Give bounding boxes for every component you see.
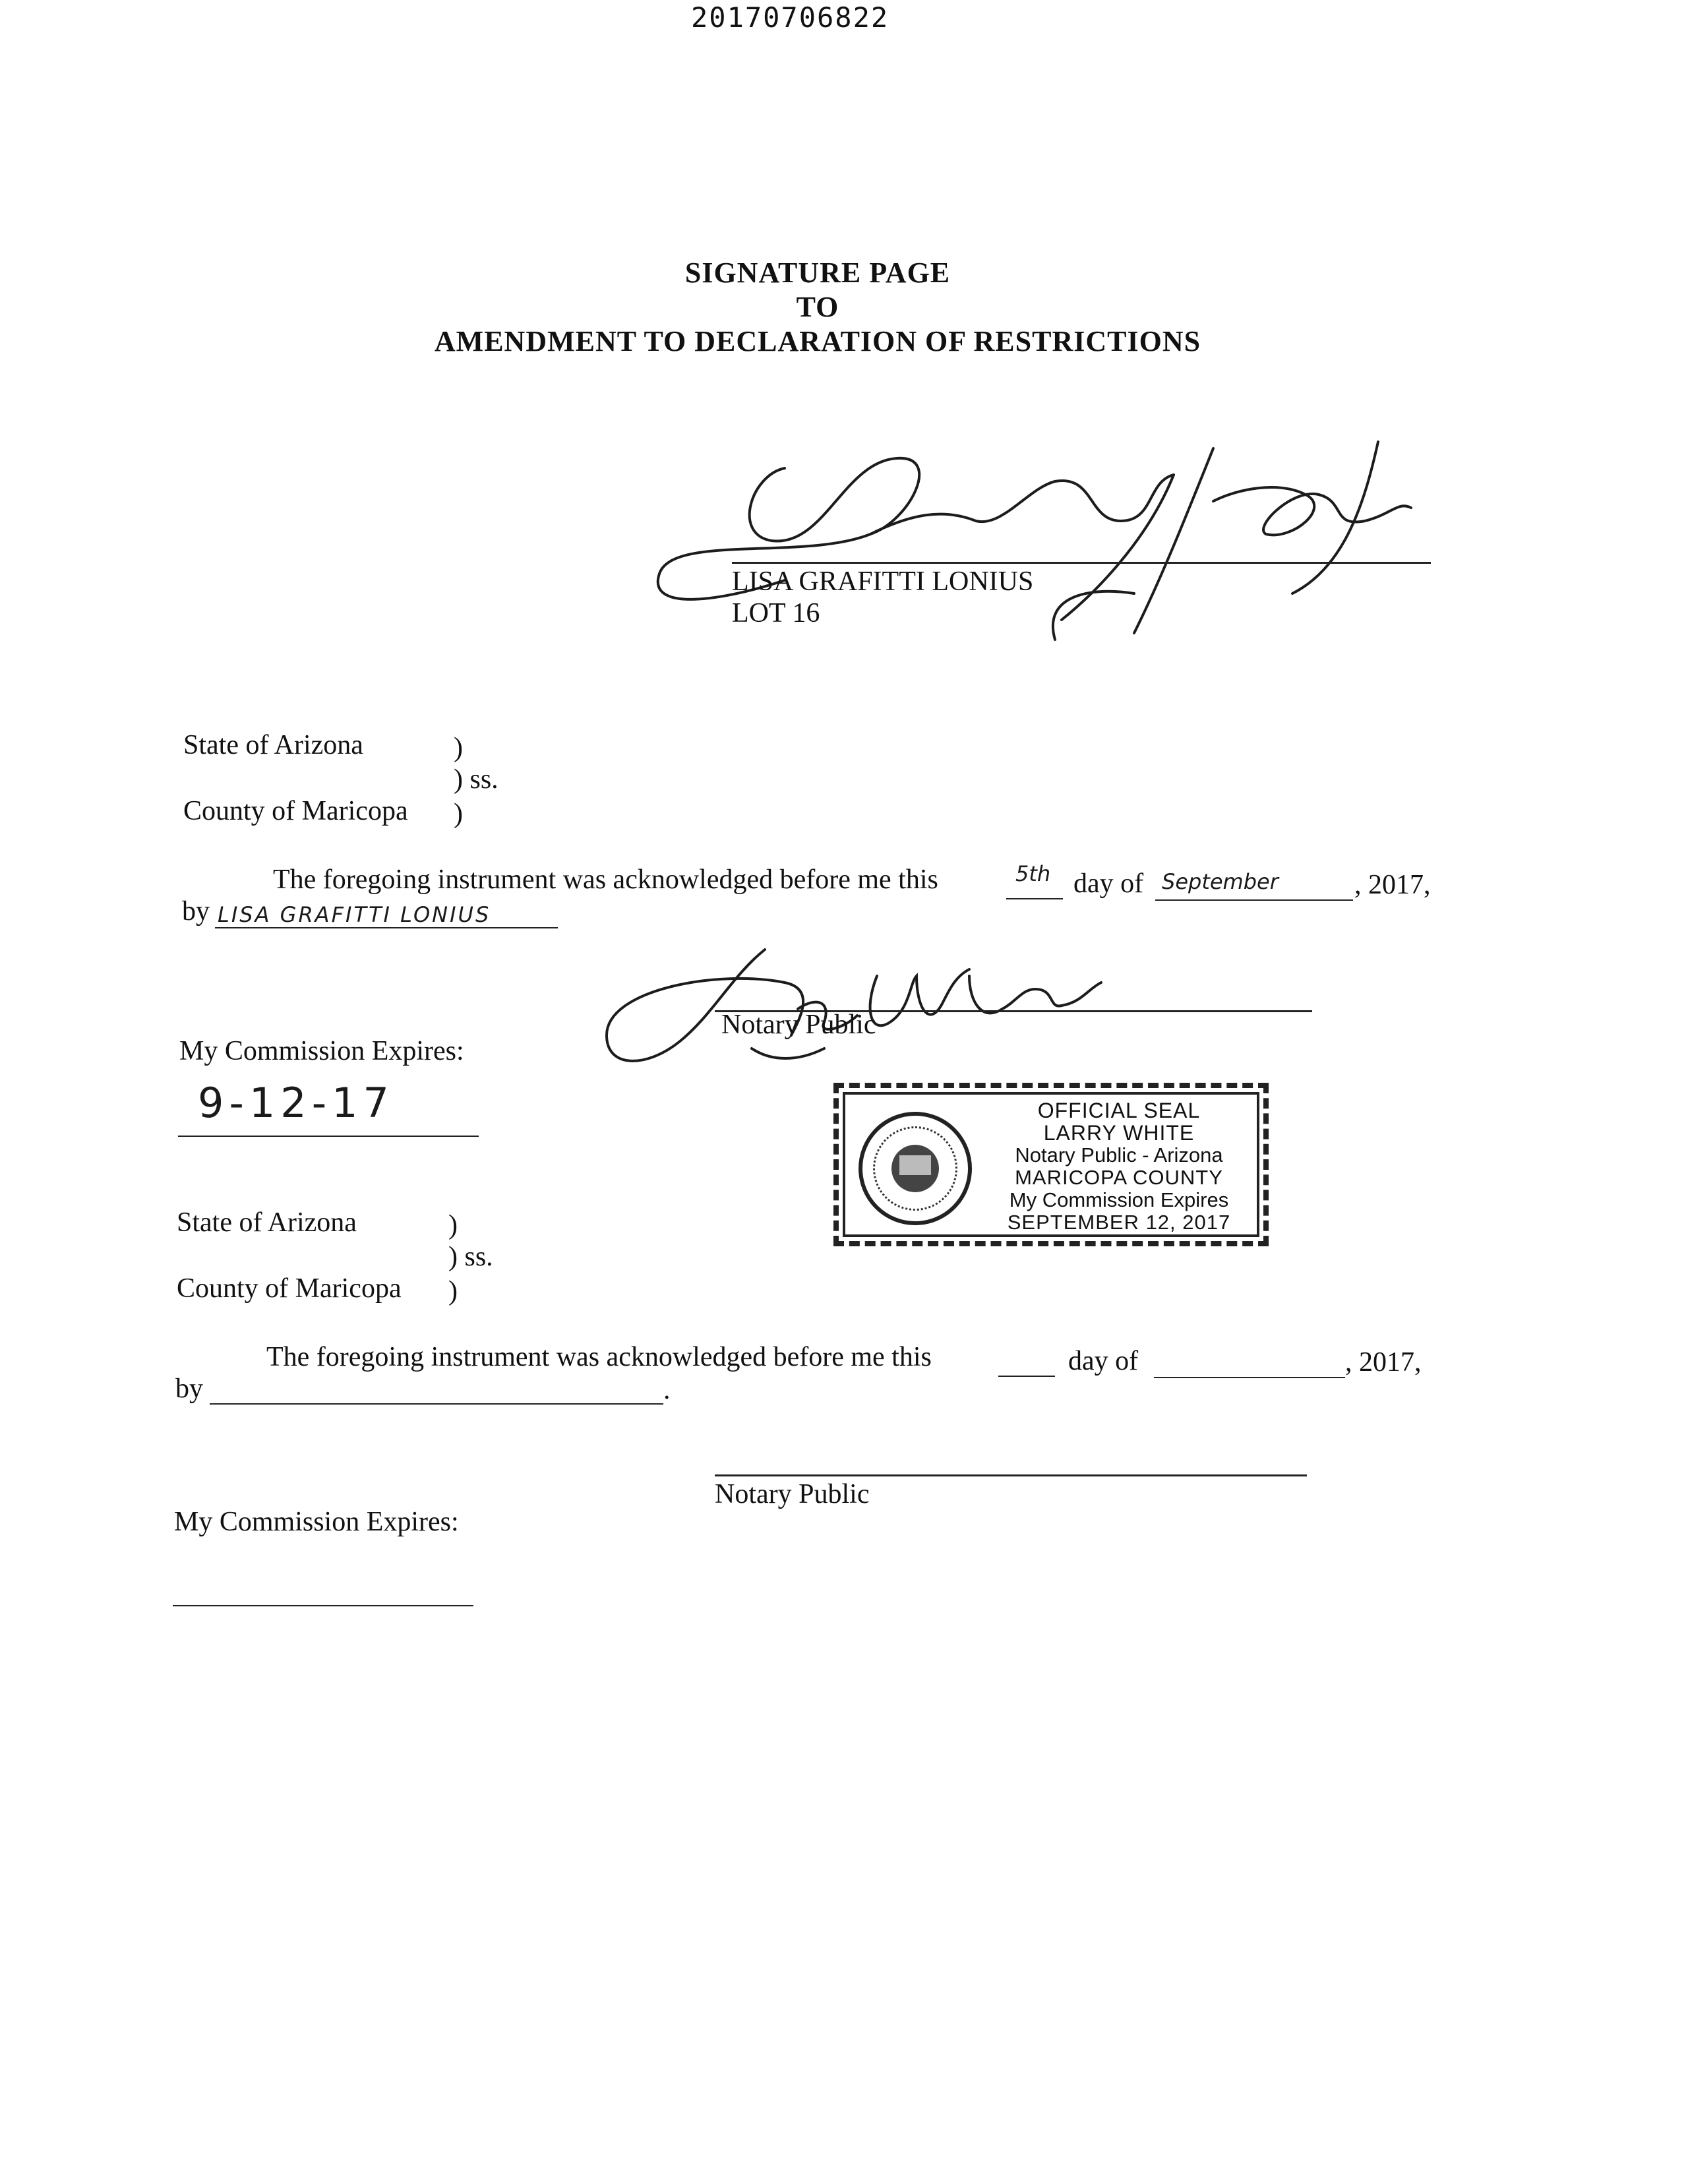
ack-1-by-handwritten: LISA GRAFITTI LONIUS [218,902,491,927]
title-line-2: TO [796,291,839,323]
venue-2-ss: ) ss. [448,1242,493,1272]
ack-2-text-a: The foregoing instrument was acknowledged before me this [266,1342,932,1372]
ack-1-year: , 2017, [1354,870,1431,900]
seal-line-5: My Commission Expires [1009,1188,1229,1211]
ack-2-by: by [175,1374,203,1404]
commission-1-label: My Commission Expires: [179,1036,464,1066]
ack-1-month-handwritten: September [1162,869,1279,894]
ack-1-by-line [215,927,558,928]
ack-2-day-line [998,1376,1055,1377]
venue-1-paren-1: ) [454,733,463,763]
venue-2-state: State of Arizona [177,1207,357,1238]
ack-1-day-handwritten: 5th [1015,861,1051,886]
signer-signature-line [732,562,1431,564]
commission-2-label: My Commission Expires: [174,1507,459,1537]
recording-number: 20170706822 [691,1,889,34]
official-seal-stamp [833,1083,1269,1246]
ack-1-by: by [182,896,210,926]
commission-1-handwritten: 9-12-17 [198,1079,394,1127]
seal-line-4: MARICOPA COUNTY [1015,1166,1223,1189]
seal-line-3: Notary Public - Arizona [1015,1143,1223,1167]
notary-2-signature-line [715,1474,1307,1476]
seal-line-6: SEPTEMBER 12, 2017 [1007,1211,1231,1234]
title-line-1: SIGNATURE PAGE [684,257,951,289]
venue-1-paren-2: ) [454,799,463,829]
ack-1-text-b: day of [1073,868,1144,899]
venue-2-county: County of Maricopa [177,1273,402,1304]
venue-1-ss: ) ss. [454,764,498,795]
signer-name: LISA GRAFITTI LONIUS [732,566,1034,597]
venue-2-paren-1: ) [448,1210,458,1240]
seal-line-1: OFFICIAL SEAL [1037,1099,1201,1122]
venue-1-county: County of Maricopa [183,796,408,826]
ack-2-text-b: day of [1068,1346,1139,1376]
notary-2-label: Notary Public [715,1479,870,1509]
title-line-3: AMENDMENT TO DECLARATION OF RESTRICTIONS [434,325,1201,357]
ack-1-text-a: The foregoing instrument was acknowledged before me this [273,864,938,895]
ack-2-month-line [1154,1377,1345,1378]
venue-1-state: State of Arizona [183,730,363,760]
ack-1-month-line [1155,899,1353,901]
commission-1-line [178,1136,479,1137]
ack-2-by-line [210,1403,663,1405]
notary-1-label: Notary Public [721,1010,876,1040]
seal-line-2: LARRY WHITE [1043,1121,1195,1145]
ack-2-year: , 2017, [1345,1347,1422,1378]
venue-2-paren-2: ) [448,1276,458,1306]
state-seal-emblem [859,1112,972,1225]
signer-lot: LOT 16 [732,598,820,628]
ack-1-day-line [1006,898,1063,899]
ack-2-period: . [663,1375,671,1405]
commission-2-line [173,1605,473,1606]
